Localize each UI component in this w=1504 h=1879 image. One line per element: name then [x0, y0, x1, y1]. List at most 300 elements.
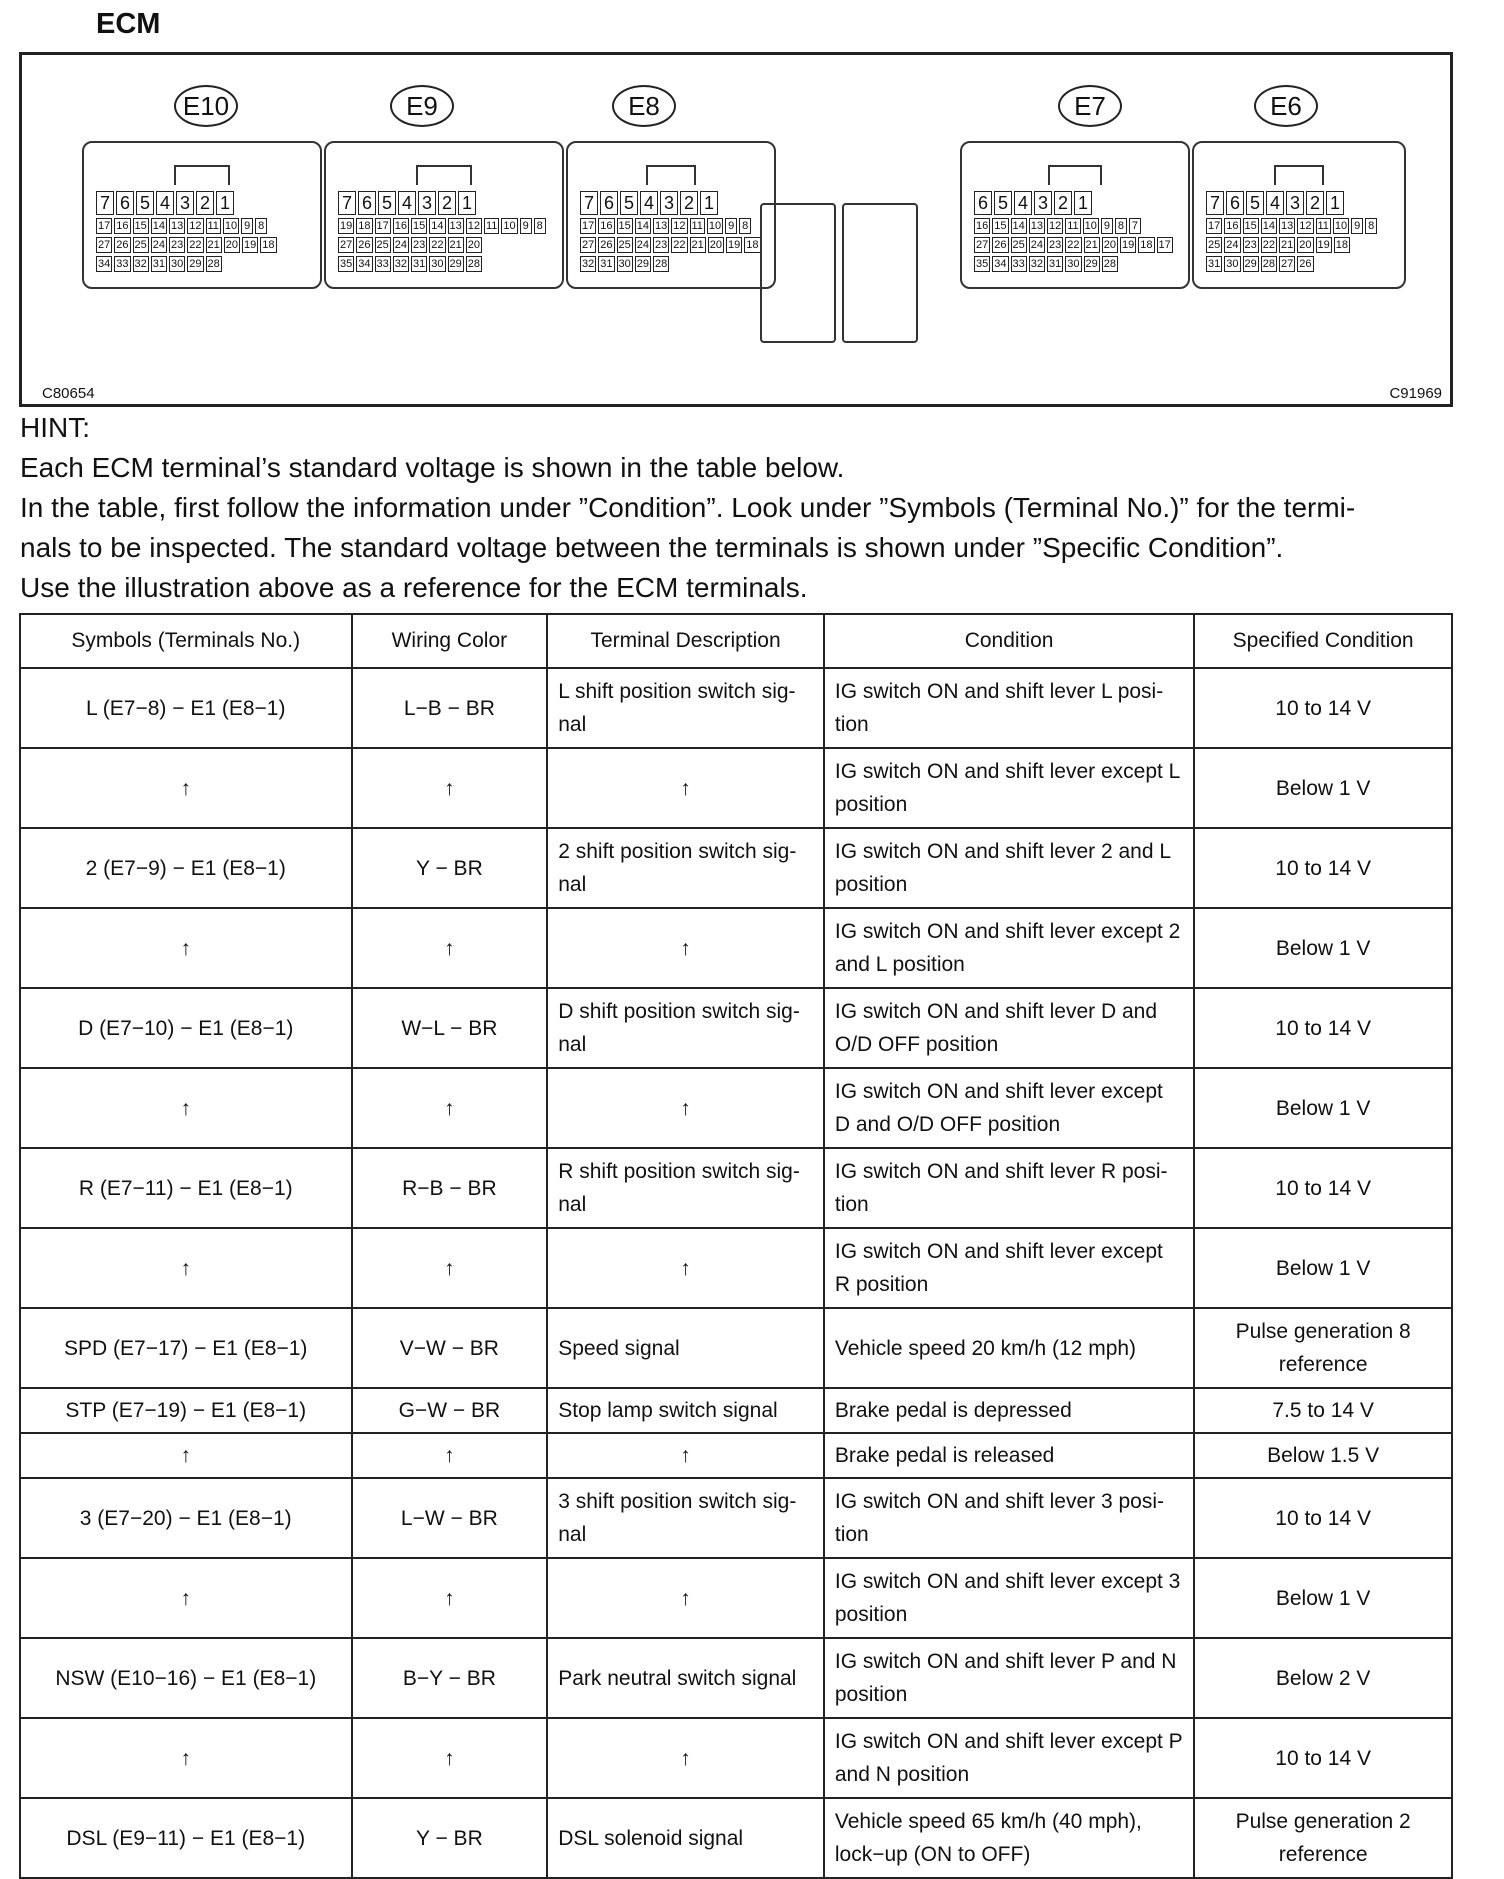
- terminal-pin: 31: [1208, 258, 1221, 270]
- table-row: [20, 668, 1452, 748]
- terminal-pin: 29: [1085, 258, 1098, 270]
- connector-e6: [1192, 141, 1406, 289]
- terminal-pin: 25: [1208, 239, 1221, 251]
- terminal-pin: 5: [620, 191, 638, 215]
- table-row: [20, 1068, 1452, 1148]
- terminal-pin: 2: [196, 191, 214, 215]
- cell-terminal-description: Stop lamp switch signal: [547, 1388, 824, 1433]
- cell-wiring-color: ↑: [352, 908, 548, 988]
- cell-condition: IG switch ON and shift lever 3 posi-tion: [824, 1478, 1194, 1558]
- cell-specified-condition: 10 to 14 V: [1194, 828, 1452, 908]
- table-row: [20, 1558, 1452, 1638]
- cell-terminal-description: R shift position switch sig-nal: [547, 1148, 824, 1228]
- terminal-pin: 24: [394, 239, 407, 251]
- header-symbols: Symbols (Terminals No.): [20, 614, 352, 668]
- cell-symbols: ↑: [20, 1068, 352, 1148]
- connector-latch: [416, 165, 473, 185]
- hint-block: [20, 408, 1460, 608]
- terminal-pin: 10: [1334, 220, 1348, 232]
- terminal-voltage-table: [19, 613, 1453, 1879]
- terminal-pin: 6: [600, 191, 618, 215]
- terminal-pin: 17: [98, 220, 111, 232]
- terminal-pin: 25: [1012, 239, 1025, 251]
- terminal-pin: 15: [994, 220, 1007, 232]
- pin-grid: [580, 191, 762, 275]
- cell-condition: IG switch ON and shift lever 2 and L position: [824, 828, 1194, 908]
- cell-terminal-description: DSL solenoid signal: [547, 1798, 824, 1878]
- cell-specified-condition: Below 1 V: [1194, 1558, 1452, 1638]
- terminal-pin: 1: [216, 191, 234, 215]
- connector-latch: [1048, 165, 1102, 185]
- label-e7: E7: [1058, 85, 1122, 127]
- terminal-pin: 9: [241, 218, 253, 234]
- table-row: [20, 1148, 1452, 1228]
- terminal-pin: 20: [709, 239, 722, 251]
- cell-wiring-color: ↑: [352, 1433, 548, 1478]
- terminal-pin: 6: [1226, 191, 1244, 215]
- terminal-pin: 13: [1281, 220, 1294, 232]
- terminal-pin: 13: [655, 220, 668, 232]
- ecm-connector-diagram: [19, 52, 1453, 407]
- terminal-pin: 29: [189, 258, 202, 270]
- terminal-pin: 8: [255, 218, 267, 234]
- terminal-pin: 30: [1067, 258, 1080, 270]
- terminal-pin: 8: [1115, 218, 1127, 234]
- terminal-pin: 9: [1101, 218, 1113, 234]
- cell-symbols: SPD (E7−17) − E1 (E8−1): [20, 1308, 352, 1388]
- cell-symbols: ↑: [20, 908, 352, 988]
- terminal-pin: 33: [376, 258, 389, 270]
- terminal-pin: 4: [1266, 191, 1284, 215]
- terminal-pin: 28: [207, 258, 220, 270]
- pin-row: [96, 256, 308, 272]
- terminal-pin: 20: [467, 239, 480, 251]
- pin-row: [1206, 256, 1392, 272]
- terminal-pin: 27: [582, 239, 595, 251]
- cell-wiring-color: ↑: [352, 1558, 548, 1638]
- cell-condition: IG switch ON and shift lever except P and N position: [824, 1718, 1194, 1798]
- cell-terminal-description: 2 shift position switch sig-nal: [547, 828, 824, 908]
- terminal-pin: 19: [1122, 239, 1135, 251]
- terminal-pin: 12: [1299, 220, 1312, 232]
- cell-terminal-description: Park neutral switch signal: [547, 1638, 824, 1718]
- terminal-pin: 12: [673, 220, 686, 232]
- cell-wiring-color: Y − BR: [352, 828, 548, 908]
- terminal-pin: 21: [1281, 239, 1294, 251]
- terminal-pin: 25: [618, 239, 631, 251]
- cell-specified-condition: Below 1 V: [1194, 748, 1452, 828]
- table-row: [20, 1388, 1452, 1433]
- terminal-pin: 11: [1067, 220, 1079, 232]
- pin-grid: [1206, 191, 1392, 275]
- cell-condition: Vehicle speed 20 km/h (12 mph): [824, 1308, 1194, 1388]
- cell-condition: IG switch ON and shift lever P and N position: [824, 1638, 1194, 1718]
- cell-condition: IG switch ON and shift lever except D and O/D OFF position: [824, 1068, 1194, 1148]
- terminal-pin: 14: [431, 220, 444, 232]
- cell-condition: Brake pedal is depressed: [824, 1388, 1194, 1433]
- terminal-pin: 30: [171, 258, 184, 270]
- terminal-pin: 18: [746, 239, 759, 251]
- terminal-pin: 29: [1244, 258, 1257, 270]
- table-row: [20, 1718, 1452, 1798]
- figure-code-left: C80654: [42, 385, 95, 402]
- label-e8: E8: [612, 85, 676, 127]
- cell-symbols: 3 (E7−20) − E1 (E8−1): [20, 1478, 352, 1558]
- terminal-pin: 35: [340, 258, 353, 270]
- terminal-pin: 2: [1054, 191, 1072, 215]
- terminal-pin: 8: [739, 218, 751, 234]
- pin-row: [580, 218, 762, 234]
- figure-code-right: C91969: [1389, 385, 1442, 402]
- connector-e8: [566, 141, 776, 289]
- table-row: [20, 1638, 1452, 1718]
- terminal-pin: 18: [1335, 239, 1348, 251]
- terminal-pin: 17: [1158, 239, 1171, 251]
- terminal-pin: 27: [976, 239, 989, 251]
- terminal-pin: 26: [358, 239, 371, 251]
- terminal-pin: 23: [1244, 239, 1257, 251]
- terminal-pin: 14: [1012, 220, 1025, 232]
- cell-wiring-color: W−L − BR: [352, 988, 548, 1068]
- cell-wiring-color: ↑: [352, 1228, 548, 1308]
- hint-line: Use the illustration above as a reference for the ECM terminals.: [20, 572, 808, 603]
- cell-specified-condition: 10 to 14 V: [1194, 1478, 1452, 1558]
- terminal-pin: 15: [134, 220, 147, 232]
- page-heading: ECM: [96, 8, 161, 40]
- terminal-pin: 23: [1049, 239, 1062, 251]
- cell-symbols: R (E7−11) − E1 (E8−1): [20, 1148, 352, 1228]
- terminal-pin: 22: [673, 239, 686, 251]
- terminal-pin: 25: [134, 239, 147, 251]
- terminal-pin: 15: [1244, 220, 1257, 232]
- terminal-pin: 33: [1012, 258, 1025, 270]
- terminal-pin: 11: [486, 220, 498, 232]
- cell-wiring-color: L−W − BR: [352, 1478, 548, 1558]
- cell-symbols: STP (E7−19) − E1 (E8−1): [20, 1388, 352, 1433]
- terminal-pin: 6: [974, 191, 992, 215]
- terminal-pin: 4: [156, 191, 174, 215]
- terminal-pin: 10: [708, 220, 722, 232]
- terminal-pin: 26: [994, 239, 1007, 251]
- table-row: [20, 828, 1452, 908]
- terminal-pin: 32: [394, 258, 407, 270]
- terminal-pin: 8: [1365, 218, 1377, 234]
- terminal-pin: 7: [96, 191, 114, 215]
- cell-specified-condition: 10 to 14 V: [1194, 988, 1452, 1068]
- terminal-pin: 24: [636, 239, 649, 251]
- terminal-pin: 3: [660, 191, 678, 215]
- header-specified-condition: Specified Condition: [1194, 614, 1452, 668]
- terminal-pin: 3: [1286, 191, 1304, 215]
- pin-row: [580, 256, 762, 272]
- terminal-pin: 34: [994, 258, 1007, 270]
- cell-condition: IG switch ON and shift lever except L position: [824, 748, 1194, 828]
- terminal-pin: 1: [1326, 191, 1344, 215]
- terminal-pin: 30: [431, 258, 444, 270]
- terminal-pin: 17: [1208, 220, 1221, 232]
- connector-latch: [174, 165, 231, 185]
- terminal-pin: 19: [340, 220, 353, 232]
- terminal-pin: 5: [1246, 191, 1264, 215]
- terminal-pin: 11: [691, 220, 703, 232]
- pin-grid: [96, 191, 308, 275]
- cell-specified-condition: Below 1 V: [1194, 1228, 1452, 1308]
- terminal-pin: 21: [1085, 239, 1098, 251]
- terminal-pin: 20: [1103, 239, 1116, 251]
- terminal-pin: 19: [244, 239, 257, 251]
- terminal-pin: 10: [224, 220, 238, 232]
- terminal-pin: 1: [458, 191, 476, 215]
- terminal-pin: 22: [431, 239, 444, 251]
- terminal-pin: 22: [189, 239, 202, 251]
- connector-e7: [960, 141, 1190, 289]
- cell-wiring-color: V−W − BR: [352, 1308, 548, 1388]
- terminal-pin: 3: [176, 191, 194, 215]
- connector-latch: [1274, 165, 1324, 185]
- terminal-pin: 11: [1317, 220, 1329, 232]
- cell-condition: IG switch ON and shift lever except R position: [824, 1228, 1194, 1308]
- table-row: [20, 1798, 1452, 1878]
- pin-row: [96, 218, 308, 234]
- terminal-pin: 29: [636, 258, 649, 270]
- connector-e10: [82, 141, 322, 289]
- header-condition: Condition: [824, 614, 1194, 668]
- terminal-pin: 23: [171, 239, 184, 251]
- terminal-pin: 16: [1226, 220, 1239, 232]
- cell-specified-condition: Below 1 V: [1194, 1068, 1452, 1148]
- terminal-pin: 28: [467, 258, 480, 270]
- terminal-pin: 16: [394, 220, 407, 232]
- terminal-pin: 3: [418, 191, 436, 215]
- cell-condition: IG switch ON and shift lever except 2 and L position: [824, 908, 1194, 988]
- terminal-pin: 5: [378, 191, 396, 215]
- terminal-pin: 10: [503, 220, 516, 232]
- cell-specified-condition: Below 1.5 V: [1194, 1433, 1452, 1478]
- terminal-pin: 26: [1299, 258, 1312, 270]
- terminal-pin: 14: [152, 220, 165, 232]
- terminal-pin: 14: [636, 220, 649, 232]
- terminal-pin: 18: [262, 239, 275, 251]
- cell-terminal-description: 3 shift position switch sig-nal: [547, 1478, 824, 1558]
- terminal-pin: 24: [152, 239, 165, 251]
- table-row: [20, 988, 1452, 1068]
- terminal-pin: 26: [116, 239, 129, 251]
- terminal-pin: 6: [358, 191, 376, 215]
- terminal-pin: 29: [449, 258, 462, 270]
- table-row: [20, 1228, 1452, 1308]
- terminal-pin: 27: [1281, 258, 1294, 270]
- hint-title: HINT:: [20, 412, 90, 443]
- terminal-pin: 24: [1226, 239, 1239, 251]
- label-e10: E10: [174, 85, 238, 127]
- cell-condition: IG switch ON and shift lever L posi-tion: [824, 668, 1194, 748]
- terminal-pin: 2: [680, 191, 698, 215]
- terminal-pin: 14: [1262, 220, 1275, 232]
- cell-condition: IG switch ON and shift lever except 3 position: [824, 1558, 1194, 1638]
- terminal-pin: 23: [655, 239, 668, 251]
- terminal-pin: 19: [1317, 239, 1330, 251]
- cell-symbols: ↑: [20, 1718, 352, 1798]
- pin-row: [580, 237, 762, 253]
- cell-specified-condition: Pulse generation 8 reference: [1194, 1308, 1452, 1388]
- cell-specified-condition: Pulse generation 2 reference: [1194, 1798, 1452, 1878]
- blank-slot: [842, 203, 918, 343]
- terminal-pin: 5: [994, 191, 1012, 215]
- cell-terminal-description: L shift position switch sig-nal: [547, 668, 824, 748]
- cell-wiring-color: G−W − BR: [352, 1388, 548, 1433]
- terminal-pin: 30: [1226, 258, 1239, 270]
- label-e9: E9: [390, 85, 454, 127]
- terminal-pin: 1: [700, 191, 718, 215]
- cell-condition: IG switch ON and shift lever D and O/D OFF position: [824, 988, 1194, 1068]
- pin-row: [1206, 237, 1392, 253]
- cell-wiring-color: ↑: [352, 1718, 548, 1798]
- terminal-pin: 7: [1206, 191, 1224, 215]
- cell-symbols: NSW (E10−16) − E1 (E8−1): [20, 1638, 352, 1718]
- terminal-pin: 23: [413, 239, 426, 251]
- pin-row: [580, 191, 762, 215]
- terminal-pin: 31: [152, 258, 165, 270]
- cell-symbols: ↑: [20, 1433, 352, 1478]
- terminal-pin: 3: [1034, 191, 1052, 215]
- cell-symbols: 2 (E7−9) − E1 (E8−1): [20, 828, 352, 908]
- pin-row: [974, 256, 1176, 272]
- terminal-pin: 24: [1030, 239, 1043, 251]
- terminal-pin: 21: [449, 239, 462, 251]
- terminal-pin: 13: [1030, 220, 1043, 232]
- cell-wiring-color: L−B − BR: [352, 668, 548, 748]
- terminal-pin: 31: [600, 258, 613, 270]
- terminal-pin: 8: [534, 218, 546, 234]
- terminal-pin: 2: [438, 191, 456, 215]
- terminal-pin: 22: [1262, 239, 1275, 251]
- pin-row: [338, 256, 550, 272]
- terminal-pin: 32: [1030, 258, 1043, 270]
- cell-wiring-color: ↑: [352, 748, 548, 828]
- terminal-pin: 13: [449, 220, 462, 232]
- pin-row: [1206, 191, 1392, 215]
- terminal-pin: 28: [1103, 258, 1116, 270]
- terminal-pin: 10: [1084, 220, 1097, 232]
- cell-condition: IG switch ON and shift lever R posi-tion: [824, 1148, 1194, 1228]
- hint-line: In the table, first follow the information under ”Condition”. Look under ”Symbols (Terminal No.)” for the termi-: [20, 492, 1356, 523]
- table-row: [20, 1433, 1452, 1478]
- terminal-pin: 18: [1140, 239, 1153, 251]
- terminal-pin: 15: [618, 220, 631, 232]
- terminal-pin: 2: [1306, 191, 1324, 215]
- terminal-pin: 25: [376, 239, 389, 251]
- header-wiring-color: Wiring Color: [352, 614, 548, 668]
- terminal-pin: 35: [976, 258, 989, 270]
- terminal-pin: 7: [580, 191, 598, 215]
- terminal-pin: 33: [116, 258, 129, 270]
- cell-terminal-description: ↑: [547, 1433, 824, 1478]
- cell-terminal-description: ↑: [547, 1228, 824, 1308]
- terminal-pin: 12: [189, 220, 202, 232]
- cell-wiring-color: Y − BR: [352, 1798, 548, 1878]
- table-row: [20, 1478, 1452, 1558]
- terminal-pin: 11: [207, 220, 219, 232]
- terminal-pin: 34: [358, 258, 371, 270]
- terminal-pin: 16: [976, 220, 989, 232]
- cell-symbols: ↑: [20, 748, 352, 828]
- cell-wiring-color: ↑: [352, 1068, 548, 1148]
- pin-grid: [338, 191, 550, 275]
- terminal-pin: 26: [600, 239, 613, 251]
- terminal-pin: 19: [728, 239, 741, 251]
- terminal-pin: 34: [98, 258, 111, 270]
- cell-symbols: L (E7−8) − E1 (E8−1): [20, 668, 352, 748]
- cell-specified-condition: 10 to 14 V: [1194, 668, 1452, 748]
- terminal-pin: 13: [171, 220, 184, 232]
- cell-symbols: D (E7−10) − E1 (E8−1): [20, 988, 352, 1068]
- connector-latch: [646, 165, 695, 185]
- cell-terminal-description: ↑: [547, 1068, 824, 1148]
- cell-terminal-description: ↑: [547, 1558, 824, 1638]
- terminal-pin: 32: [134, 258, 147, 270]
- pin-row: [338, 218, 550, 234]
- terminal-pin: 6: [116, 191, 134, 215]
- terminal-pin: 21: [207, 239, 220, 251]
- cell-symbols: DSL (E9−11) − E1 (E8−1): [20, 1798, 352, 1878]
- terminal-pin: 9: [520, 218, 532, 234]
- cell-specified-condition: 10 to 14 V: [1194, 1148, 1452, 1228]
- cell-specified-condition: 10 to 14 V: [1194, 1718, 1452, 1798]
- terminal-pin: 20: [225, 239, 238, 251]
- terminal-pin: 17: [376, 220, 389, 232]
- terminal-pin: 28: [655, 258, 668, 270]
- pin-row: [96, 191, 308, 215]
- cell-terminal-description: D shift position switch sig-nal: [547, 988, 824, 1068]
- cell-terminal-description: ↑: [547, 748, 824, 828]
- cell-symbols: ↑: [20, 1228, 352, 1308]
- terminal-pin: 4: [640, 191, 658, 215]
- pin-row: [974, 237, 1176, 253]
- terminal-pin: 16: [600, 220, 613, 232]
- hint-line: nals to be inspected. The standard voltage between the terminals is shown under ”Specific Condition”.: [20, 532, 1284, 563]
- pin-row: [974, 218, 1176, 234]
- terminal-pin: 7: [1129, 218, 1141, 234]
- cell-specified-condition: Below 1 V: [1194, 908, 1452, 988]
- pin-row: [974, 191, 1176, 215]
- table-row: [20, 1308, 1452, 1388]
- terminal-pin: 16: [116, 220, 129, 232]
- terminal-pin: 4: [1014, 191, 1032, 215]
- cell-specified-condition: Below 2 V: [1194, 1638, 1452, 1718]
- terminal-pin: 28: [1262, 258, 1275, 270]
- terminal-pin: 30: [618, 258, 631, 270]
- terminal-pin: 27: [98, 239, 111, 251]
- label-e6: E6: [1254, 85, 1318, 127]
- terminal-pin: 12: [1049, 220, 1062, 232]
- cell-specified-condition: 7.5 to 14 V: [1194, 1388, 1452, 1433]
- terminal-pin: 27: [340, 239, 353, 251]
- connector-e9: [324, 141, 564, 289]
- cell-wiring-color: R−B − BR: [352, 1148, 548, 1228]
- cell-symbols: ↑: [20, 1558, 352, 1638]
- pin-row: [96, 237, 308, 253]
- pin-row: [338, 237, 550, 253]
- terminal-pin: 12: [467, 220, 480, 232]
- terminal-pin: 18: [358, 220, 371, 232]
- terminal-pin: 21: [691, 239, 704, 251]
- table-row: [20, 748, 1452, 828]
- cell-terminal-description: Speed signal: [547, 1308, 824, 1388]
- header-terminal-description: Terminal Description: [547, 614, 824, 668]
- table-header-row: [20, 614, 1452, 668]
- terminal-pin: 1: [1074, 191, 1092, 215]
- table-row: [20, 908, 1452, 988]
